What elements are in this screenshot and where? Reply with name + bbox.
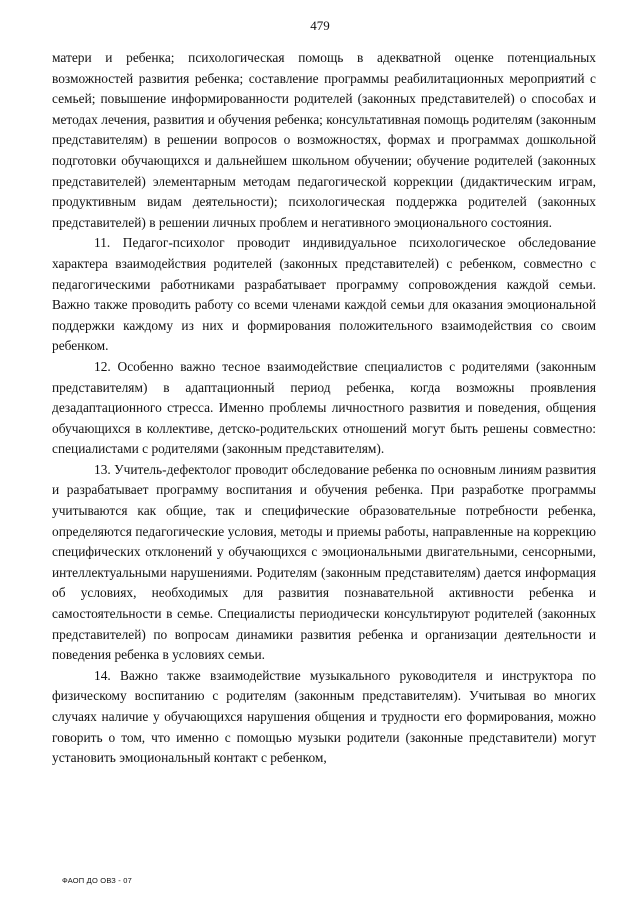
page-number: 479 xyxy=(310,18,330,33)
paragraph-12: 12. Особенно важно тесное взаимодействие специалистов с родителями (законным представителям) в адаптационный период ребенка, когда возможны проявления дезадаптационного стресса. Именно проблемы личностного развития и поведения, общения обучающихся в коллективе, детско-родительских отношений могут быть решены совместно: специалистами с родителями (законным представителям). xyxy=(52,358,596,457)
paragraph-continuation: матери и ребенка; психологическая помощь в адекватной оценке потенциальных возможностей развития ребенка; составление программы реабилитационных мероприятий с семьей; повышение информированности родителей (законных представителей) о способах и методах лечения, развития и обучения ребенка; консультативная помощь родителям (законным представителям) в решении вопросов о возможностях, формах и программах дошкольной подготовки обучающихся и дальнейшем школьном обучении; обучение родителей (законных представителей) элементарным методам педагогической коррекции (дидактическим играм, продуктивным видам деятельности); психологическая поддержка родителей (законных представителей) в решении личных проблем и негативного эмоционального состояния. xyxy=(52,50,596,230)
document-footer-code: ФАОП ДО ОВЗ - 07 xyxy=(62,876,133,885)
paragraph-14: 14. Важно также взаимодействие музыкального руководителя и инструктора по физическому воспитанию с родителям (законным представителям). Учитывая во многих случаях наличие у обучающихся нарушения общения и трудности его формирования, можно говорить о том, что именно с помощью музыки родители (законные представители) могут установить эмоциональный контакт с ребенком, xyxy=(52,667,596,766)
paragraph-13: 13. Учитель-дефектолог проводит обследование ребенка по основным линиям развития и разрабатывает программу воспитания и обучения ребенка. При разработке программы учитываются как общие, так и специфические образовательные потребности ребенка, определяются педагогические условия, методы и приемы работы, направленные на коррекцию специфических отклонений у обучающихся с эмоциональными двигательными, сенсорными, интеллектуальными нарушениями. Родителям (законным представителям) дается информация об условиях, необходимых для развития познавательной активности ребенка и самостоятельности в семье. Специалисты периодически консультируют родителей (законных представителей) по вопросам динамики развития ребенка и организации деятельности и поведения ребенка в условиях семьи. xyxy=(52,461,596,663)
paragraph-11: 11. Педагог-психолог проводит индивидуальное психологическое обследование характера взаимодействия родителей (законных представителей) с ребенком, совместно с педагогическими работниками разрабатывает программу сопровождения каждой семьи. Важно также проводить работу со всеми членами каждой семьи для оказания эмоциональной поддержки каждому из них и формирования положительного взаимодействия со своим ребенком. xyxy=(52,235,596,354)
body-text xyxy=(52,48,596,769)
